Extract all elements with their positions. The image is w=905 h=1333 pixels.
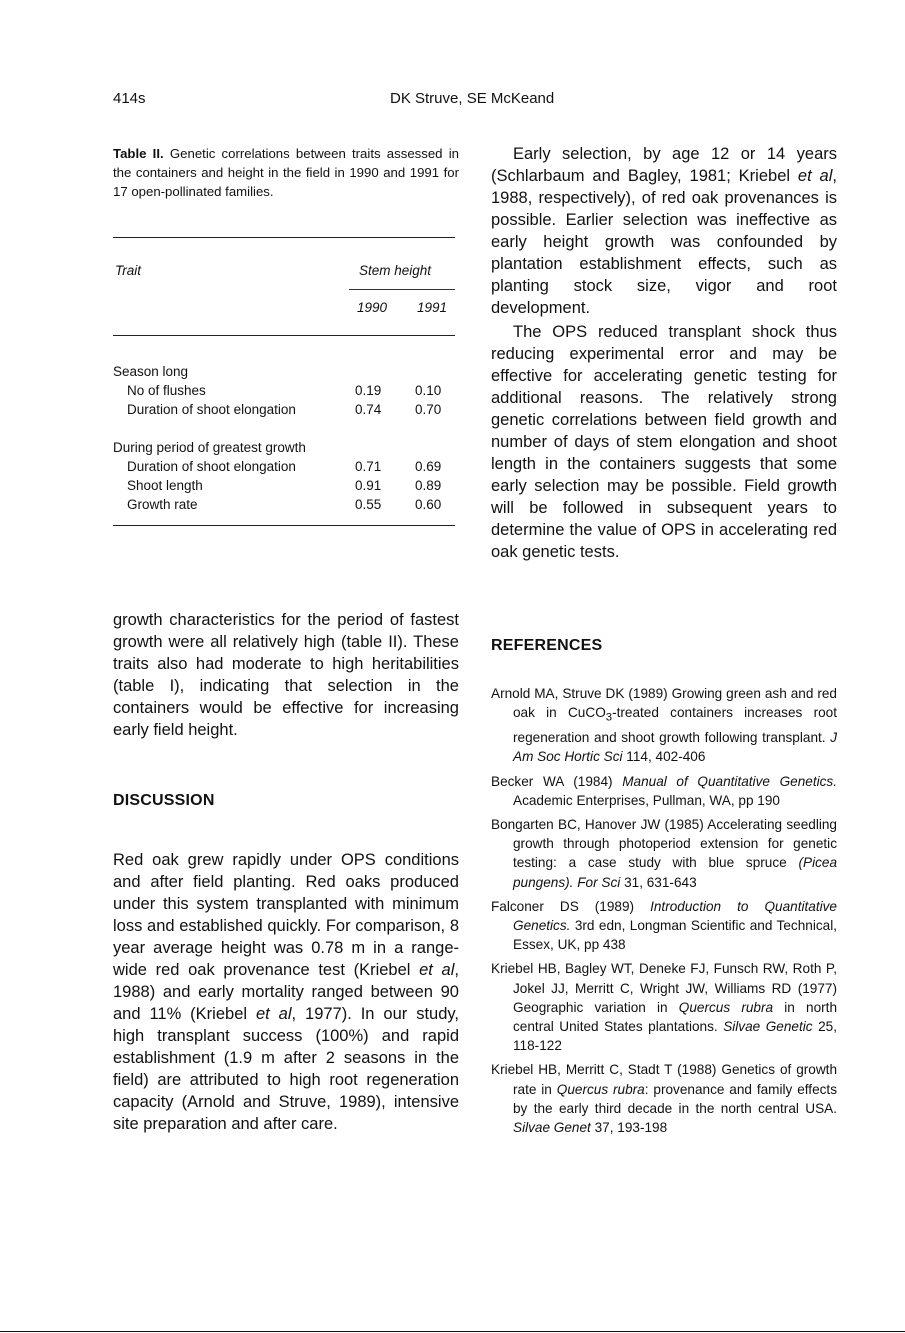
- table-caption: [113, 144, 459, 201]
- table-label: Table II.: [113, 146, 164, 161]
- paragraph: The OPS reduced transplant shock thus reducing experimental error and may be effective for accelerating genetic testing for additional reasons. The relatively strong genetic correlations between field growth and number of days of stem elongation and shoot length in the containers suggests that some early selection may be possible. Field growth will be followed in subsequent years to determine the value of OPS in accelerating red oak genetic tests.: [491, 323, 837, 561]
- table-top-rule: [113, 237, 455, 238]
- header-trait: Trait: [115, 263, 141, 278]
- reference-item: Kriebel HB, Bagley WT, Deneke FJ, Funsch RW, Roth P, Jokel JJ, Merritt C, Wright JW, Williams RD (1977) Geographic variation in Quercus rubra in north central United States plantations. Silvae Genetic 25, 118-122: [491, 961, 837, 1054]
- cell-1991: 0.69: [415, 459, 442, 474]
- results-continuation: [113, 609, 459, 741]
- reference-item: Bongarten BC, Hanover JW (1985) Accelerating seedling growth through photoperiod extension for genetic testing: a case study with blue spruce (Picea pungens). For Sci 31, 631-643: [491, 816, 837, 890]
- table-bottom-rule: [113, 525, 455, 526]
- row-trait: Duration of shoot elongation: [127, 402, 296, 417]
- cell-1990: 0.55: [355, 497, 382, 512]
- paragraph: Early selection, by age 12 or 14 years (Schlarbaum and Bagley, 1981; Kriebel et al, 1988, respectively), of red oak provenances is possible. Earlier selection was ineffective as early height growth was confounded by plantation establishment effects, such as planting stock size, vigor and root development.: [491, 145, 837, 317]
- group-label: Season long: [113, 364, 189, 379]
- paragraph: growth characteristics for the period of fastest growth were all relatively high (table II). These traits also had moderate to high heritabilities (table I), indicating that selection in the containers would be effective for increasing early field height.: [113, 611, 459, 739]
- header-year-1991: 1991: [417, 300, 448, 315]
- table-caption-text: Genetic correlations between traits assessed in the containers and height in the field in 1990 and 1991 for 17 open-pollinated families.: [113, 146, 459, 199]
- cell-1991: 0.89: [415, 478, 442, 493]
- cell-1990: 0.71: [355, 459, 382, 474]
- row-trait: Duration of shoot elongation: [127, 459, 296, 474]
- group-label: During period of greatest growth: [113, 440, 306, 455]
- left-column: [113, 0, 459, 1333]
- table-header-rule: [113, 335, 455, 336]
- table-sub-rule: [349, 289, 455, 290]
- paragraph: Red oak grew rapidly under OPS conditions and after field planting. Red oaks produced under this system transplanted with minimum loss and established quickly. For comparison, 8 year average height was 0.78 m in a range-wide red oak provenance test (Kriebel et al, 1988) and early mortality ranged between 90 and 11% (Kriebel et al, 1977). In our study, high transplant success (100%) and rapid establishment (1.9 m after 2 seasons in the field) are attributed to high root regeneration capacity (Arnold and Struve, 1989), intensive site preparation and after care.: [113, 851, 459, 1133]
- cell-1991: 0.10: [415, 383, 442, 398]
- row-trait: No of flushes: [127, 383, 206, 398]
- cell-1990: 0.91: [355, 478, 382, 493]
- cell-1990: 0.74: [355, 402, 382, 417]
- discussion-continuation: [491, 143, 837, 563]
- row-trait: Growth rate: [127, 497, 198, 512]
- cell-1991: 0.60: [415, 497, 442, 512]
- running-head: DK Struve, SE McKeand: [390, 90, 555, 107]
- header-stem-height: Stem height: [359, 263, 432, 278]
- reference-item: Arnold MA, Struve DK (1989) Growing green ash and red oak in CuCO$_3$-treated containers increases root regeneration and shoot growth following transplant. J Am Soc Hortic Sci 114, 402-406: [491, 686, 837, 765]
- row-trait: Shoot length: [127, 478, 203, 493]
- reference-list: [491, 684, 837, 1142]
- header-year-1990: 1990: [357, 300, 388, 315]
- discussion-paragraph: [113, 849, 459, 1135]
- section-heading-references: REFERENCES: [491, 637, 603, 654]
- cell-1991: 0.70: [415, 402, 442, 417]
- reference-item: Kriebel HB, Merritt C, Stadt T (1988) Genetics of growth rate in Quercus rubra: provenance and family effects by the early third decade in the north central USA. Silvae Genet 37, 193-198: [491, 1062, 838, 1135]
- reference-item: Falconer DS (1989) Introduction to Quantitative Genetics. 3rd edn, Longman Scientific and Technical, Essex, UK, pp 438: [491, 898, 837, 953]
- section-heading-discussion: DISCUSSION: [113, 792, 215, 809]
- right-column: [491, 0, 837, 1333]
- page-number: 414s: [113, 90, 146, 107]
- reference-item: Becker WA (1984) Manual of Quantitative Genetics. Academic Enterprises, Pullman, WA, pp 190: [491, 773, 838, 808]
- page-bottom-rule: [0, 1331, 905, 1332]
- cell-1990: 0.19: [355, 383, 382, 398]
